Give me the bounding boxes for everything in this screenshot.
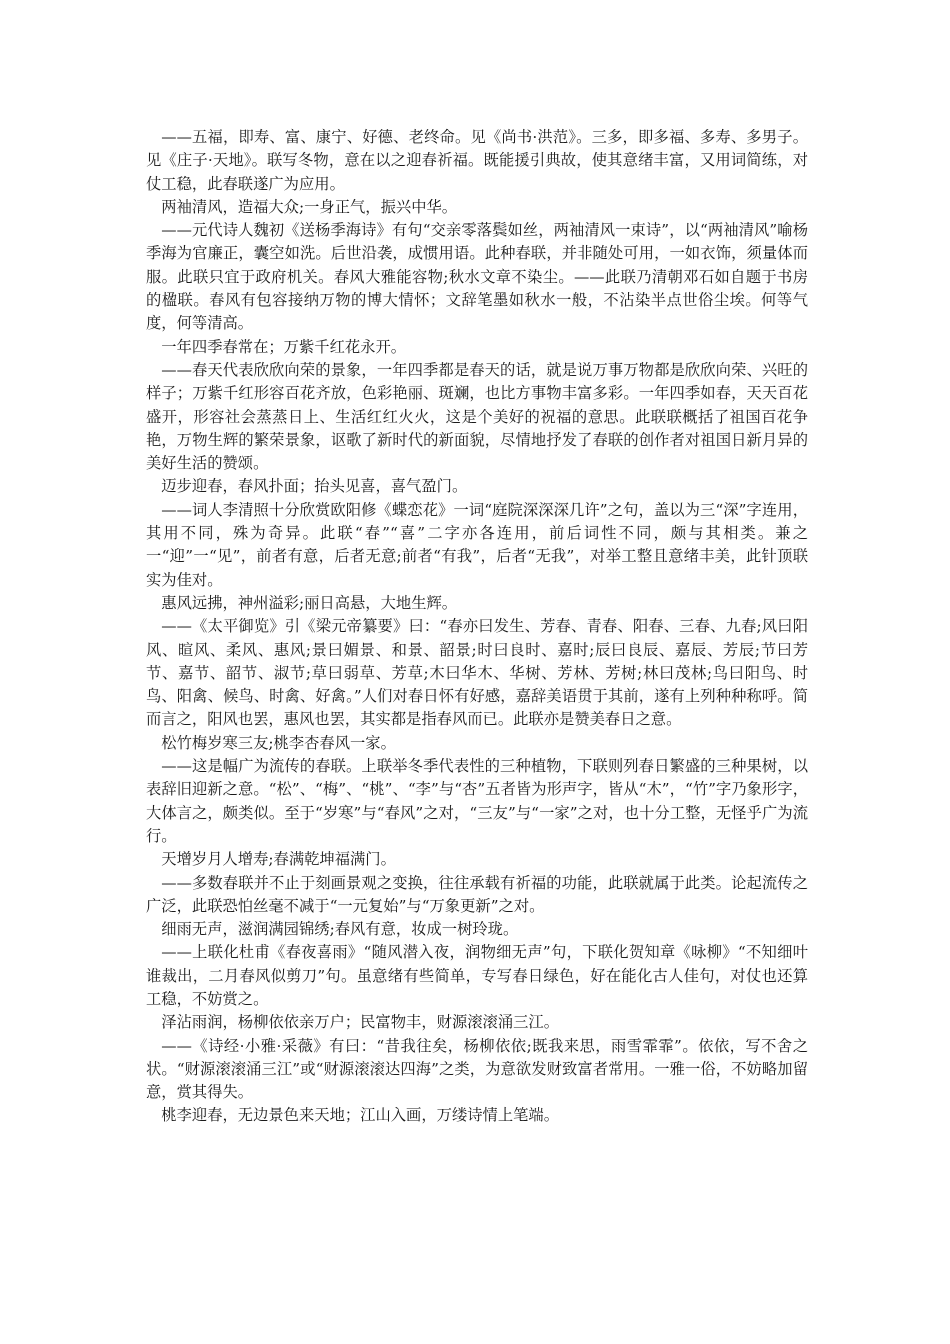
couplet-line: 迈步迎春，春风扑面；抬头见喜，喜气盈门。 [161, 477, 468, 496]
couplet-line: 两袖清风，造福大众;一身正气，振兴中华。 [161, 197, 458, 216]
commentary-paragraph: ——词人李清照十分欣赏欧阳修《蝶恋花》一词“庭院深深深几许”之句，盖以为三“深”字连用，其用不同，殊为奇异。此联“春”“喜”二字亦各连用，前后词性不同，颇与其相类。兼之一“迎”一“见”，前者有意，后者无意;前者“有我”，后者“无我”，对举工整且意绪丰美，此针顶联实为佳对。 [146, 500, 808, 589]
commentary-paragraph: ——春天代表欣欣向荣的景象，一年四季都是春天的话，就是说万事万物都是欣欣向荣、兴旺的样子；万紫千红形容百花齐放，色彩艳丽、斑斓，也比方事物丰富多彩。一年四季如春，天天百花盛开，形容社会蒸蒸日上、生活红红火火，这是个美好的祝福的意思。此联联概括了祖国百花争艳，万物生辉的繁荣景象，讴歌了新时代的新面貌，尽情地抒发了春联的创作者对祖国日新月异的美好生活的赞颂。 [146, 360, 808, 473]
couplet-line: 惠风远拂，神州溢彩;丽日高悬，大地生辉。 [161, 593, 458, 612]
couplet-line: 泽沾雨润，杨柳依依亲万户；民富物丰，财源滚滚涌三江。 [161, 1013, 560, 1032]
commentary-paragraph: ——这是幅广为流传的春联。上联举冬季代表性的三种植物，下联则列春日繁盛的三种果树，以表辞旧迎新之意。“松”、“梅”、“桃”、“李”与“杏”五者皆为形声字，皆从“木”，“竹”字乃象形字，大体言之，颇类似。至于“岁寒”与“春风”之对，“三友”与“一家”之对，也十分工整，无怪乎广为流行。 [146, 757, 808, 845]
commentary-paragraph: ——元代诗人魏初《送杨季海诗》有句“交亲零落鬓如丝，两袖清风一束诗”，以“两袖清风”喻杨季海为官廉正，囊空如洗。后世沿袭，成惯用语。此种春联，并非随处可用，一如衣饰，须量体而服。此联只宜于政府机关。春风大雅能容物;秋水文章不染尘。——此联乃清朝邓石如自题于书房的楹联。春风有包容接纳万物的博大情怀；文辞笔墨如秋水一般，不沾染半点世俗尘埃。何等气度，何等清高。 [146, 221, 808, 333]
couplet-line: 松竹梅岁寒三友;桃李杏春风一家。 [161, 733, 396, 752]
couplet-line: 细雨无声，滋润满园锦绣;春风有意，妆成一树玲珑。 [161, 920, 519, 939]
couplet-line: 一年四季春常在；万紫千红花永开。 [161, 337, 407, 356]
commentary-paragraph: ——《诗经·小雅·采薇》有曰：“昔我往矣，杨柳依依;既我来思，雨雪霏霏”。依依，写不舍之状。“财源滚滚涌三江”或“财源滚滚达四海”之类，为意欲发财致富者常用。一雅一俗，不妨略加留意，赏其得失。 [146, 1036, 808, 1102]
commentary-paragraph: ——多数春联并不止于刻画景观之变换，往往承载有祈福的功能，此联就属于此类。论起流传之广泛，此联恐怕丝毫不减于“一元复始”与“万象更新”之对。 [146, 873, 808, 915]
couplet-line: 桃李迎春，无边景色来天地；江山入画，万缕诗情上笔端。 [161, 1106, 560, 1125]
document-body [146, 126, 808, 1128]
couplet-line: 天增岁月人增寿;春满乾坤福满门。 [161, 850, 396, 869]
commentary-paragraph: ——五福，即寿、富、康宁、好德、老终命。见《尚书·洪范》。三多，即多福、多寿、多男子。见《庄子·天地》。联写冬物，意在以之迎春祈福。既能援引典故，使其意绪丰富，又用词简练，对仗工稳，此春联遂广为应用。 [146, 128, 808, 193]
commentary-paragraph: ——上联化杜甫《春夜喜雨》“随风潜入夜，润物细无声”句，下联化贺知章《咏柳》“不知细叶谁裁出，二月春风似剪刀”句。虽意绪有些简单，专写春日绿色，好在能化古人佳句，对仗也还算工稳，不妨赏之。 [146, 943, 808, 1008]
commentary-paragraph: ——《太平御览》引《梁元帝纂要》曰：“春亦曰发生、芳春、青春、阳春、三春、九春;风曰阳风、暄风、柔风、惠风;景曰媚景、和景、韶景;时曰良时、嘉时;辰曰良辰、嘉辰、芳辰;节曰芳节、嘉节、韶节、淑节;草曰弱草、芳草;木曰华木、华树、芳林、芳树;林曰茂林;鸟曰阳鸟、时鸟、阳禽、候鸟、时禽、好禽。”人们对春日怀有好感，嘉辞美语贯于其前，遂有上列种种称呼。简而言之，阳风也罢，惠风也罢，其实都是指春风而已。此联亦是赞美春日之意。 [146, 617, 808, 729]
